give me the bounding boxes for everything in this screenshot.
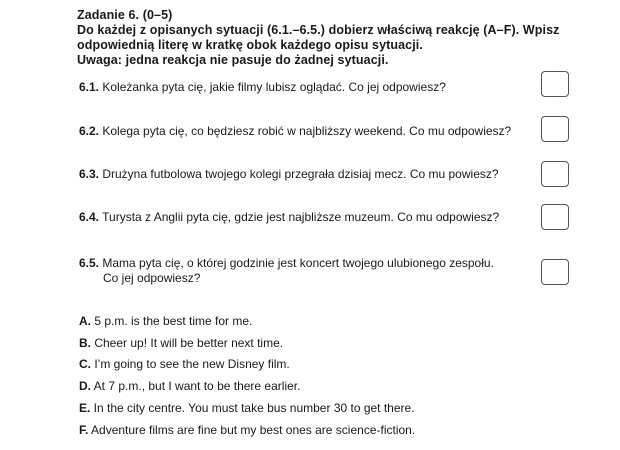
situation-number: 6.2. [79, 124, 100, 138]
reply-letter: C. [79, 357, 91, 371]
situation-text: Koleżanka pyta cię, jakie filmy lubisz oglądać. Co jej odpowiesz? [99, 80, 446, 94]
situation-6-1 [79, 80, 529, 95]
answer-box-6-4[interactable] [541, 204, 569, 230]
situation-number: 6.1. [79, 80, 100, 94]
situation-number: 6.4. [79, 210, 100, 224]
situation-6-4 [79, 210, 529, 225]
answer-box-6-1[interactable] [541, 71, 569, 97]
situation-6-2 [79, 124, 529, 139]
situation-text: Turysta z Anglii pyta cię, gdzie jest najbliższe muzeum. Co mu odpowiesz? [99, 210, 500, 224]
task-instruction-line2: odpowiednią literę w kratkę obok każdego opisu sytuacji. [77, 38, 423, 52]
situation-text: Mama pyta cię, o której godzinie jest koncert twojego ulubionego zespołu. [99, 256, 494, 270]
reply-text: Adventure films are fine but my best ones are science-fiction. [88, 423, 416, 437]
answer-box-6-5[interactable] [541, 259, 569, 285]
situation-text: Drużyna futbolowa twojego kolegi przegrała dzisiaj mecz. Co mu powiesz? [99, 167, 499, 181]
reply-letter: E. [79, 401, 91, 415]
situation-6-3 [79, 167, 529, 182]
reply-text: In the city centre. You must take bus number 30 to get there. [90, 401, 415, 415]
reply-e [79, 401, 559, 416]
task-title: Zadanie 6. (0–5) [77, 8, 173, 22]
reply-text: 5 p.m. is the best time for me. [91, 314, 253, 328]
task-note: Uwaga: jedna reakcja nie pasuje do żadnej sytuacji. [77, 53, 389, 67]
situation-number: 6.5. [79, 256, 100, 270]
situation-6-5-line2: Co jej odpowiesz? [103, 271, 201, 285]
reply-letter: F. [79, 423, 89, 437]
answer-box-6-2[interactable] [541, 116, 569, 142]
reply-d [79, 379, 559, 394]
reply-a [79, 314, 559, 329]
reply-f [79, 423, 559, 438]
reply-text: I’m going to see the new Disney film. [91, 357, 290, 371]
reply-letter: B. [79, 336, 91, 350]
reply-text: At 7 p.m., but I want to be there earlier. [91, 379, 301, 393]
answer-box-6-3[interactable] [541, 161, 569, 187]
situation-number: 6.3. [79, 167, 100, 181]
situation-text: Kolega pyta cię, co będziesz robić w najbliższy weekend. Co mu odpowiesz? [99, 124, 512, 138]
reply-b [79, 336, 559, 351]
reply-c [79, 357, 559, 372]
reply-letter: A. [79, 314, 91, 328]
task-header [77, 8, 577, 68]
situation-6-5 [79, 256, 529, 271]
task-instruction-line1: Do każdej z opisanych sytuacji (6.1.–6.5.) dobierz właściwą reakcję (A–F). Wpisz [77, 23, 560, 37]
reply-text: Cheer up! It will be better next time. [91, 336, 284, 350]
reply-letter: D. [79, 379, 91, 393]
